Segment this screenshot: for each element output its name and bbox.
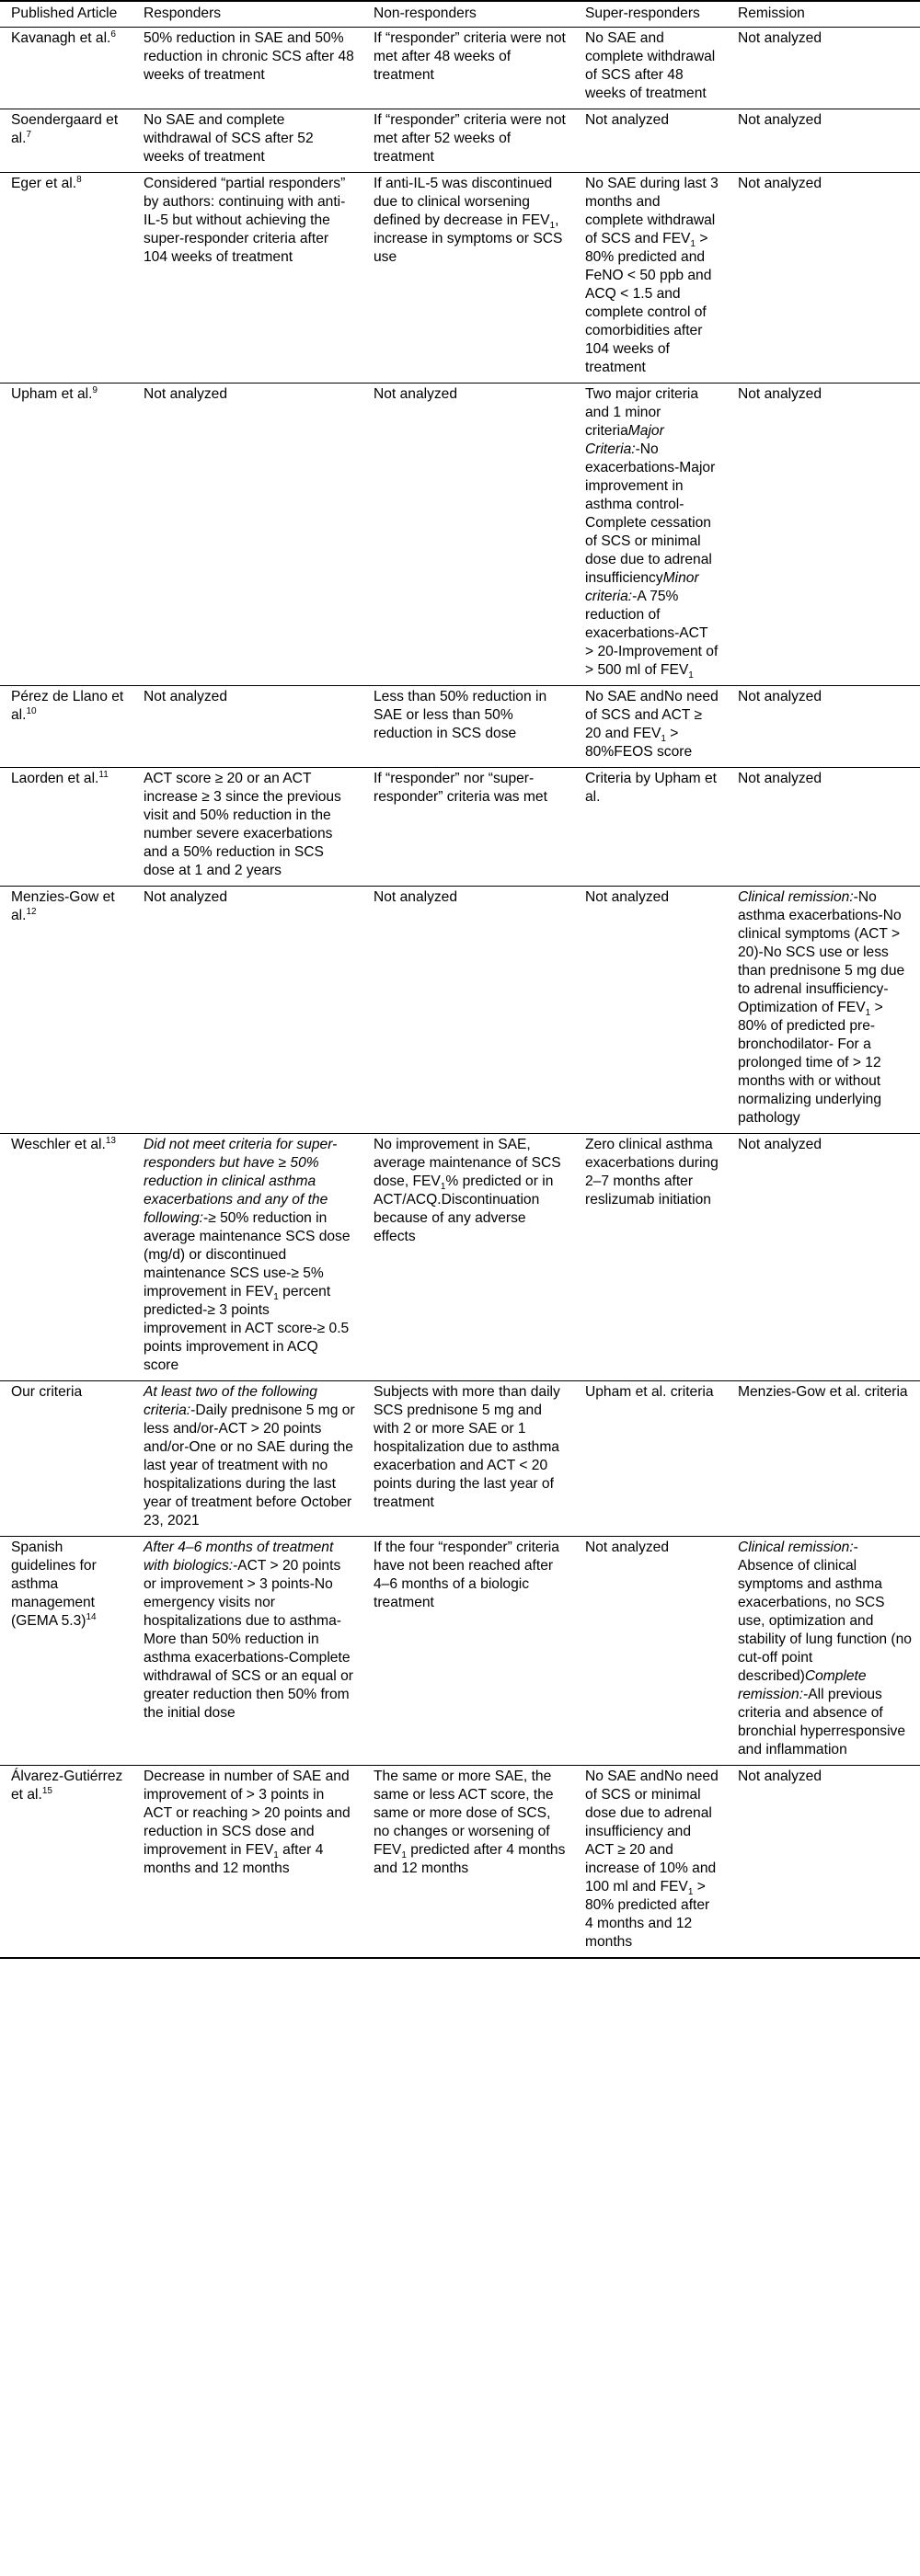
cell-super-responders: No SAE during last 3 months and complete withdrawal of SCS and $FEV_1 > 80\%$ predicted and FeNO < 50 ppb and ACQ < 1.5 and complete control of comorbidities after 104 weeks of treatment [574,173,727,384]
cell-responders: Not analyzed [132,887,362,1134]
cell-non-responders: If “responder” criteria were not met after 48 weeks of treatment [362,28,574,109]
cell-non-responders: Less than 50% reduction in SAE or less than 50% reduction in SCS dose [362,686,574,768]
cell-responders: Did not meet criteria for super-responders but have ≥ 50% reduction in clinical asthma exacerbations and any of the following:-≥ 50% reduction in average maintenance SCS dose (mg/d) or discontinued maintenance SCS use-≥ 5% improvement in $FEV_1$ percent predicted-≥ 3 points improvement in ACT score-≥ 0.5 points improvement in ACQ score [132,1134,362,1381]
cell-remission: Not analyzed [727,1134,920,1381]
cell-remission: Not analyzed [727,768,920,887]
cell-remission: Not analyzed [727,28,920,109]
cell-article: Menzies-Gow et al.$^{12}$ [0,887,132,1134]
cell-article: Our criteria [0,1381,132,1537]
cell-non-responders: Subjects with more than daily SCS prednisone 5 mg and with 2 or more SAE or 1 hospitalization due to asthma exacerbation and ACT < 20 points during the last year of treatment [362,1381,574,1537]
cell-super-responders: Not analyzed [574,887,727,1134]
cell-non-responders: Not analyzed [362,887,574,1134]
cell-responders: At least two of the following criteria:-Daily prednisone 5 mg or less and/or-ACT > 20 points and/or-One or no SAE during the last year of treatment with no hospitalizations during the last year of treatment before October 23, 2021 [132,1381,362,1537]
cell-responders: 50% reduction in SAE and 50% reduction in chronic SCS after 48 weeks of treatment [132,28,362,109]
cell-super-responders: Two major criteria and 1 minor criteriaMajor Criteria:-No exacerbations-Major improvement in asthma control-Complete cessation of SCS or minimal dose due to adrenal insufficiencyMinor criteria:-A 75% reduction of exacerbations-ACT > 20-Improvement of > 500 ml of $FEV_1$ [574,384,727,686]
header-non-responders: Non-responders [362,1,574,28]
table-row [0,1134,920,1381]
cell-non-responders: No improvement in SAE, average maintenance of SCS dose, $FEV_1\%$ predicted or in ACT/ACQ.Discontinuation because of any adverse effects [362,1134,574,1381]
cell-responders: Decrease in number of SAE and improvement of > 3 points in ACT or reaching > 20 points and reduction in SCS dose and improvement in $FEV_1$ after 4 months and 12 months [132,1766,362,1959]
cell-super-responders: Zero clinical asthma exacerbations during 2–7 months after reslizumab initiation [574,1134,727,1381]
cell-remission: Not analyzed [727,173,920,384]
table-row [0,1381,920,1537]
cell-article: Soendergaard et al.$^7$ [0,109,132,173]
cell-responders: Not analyzed [132,384,362,686]
table-row [0,109,920,173]
cell-article: Eger et al.$^8$ [0,173,132,384]
cell-non-responders: If anti-IL-5 was discontinued due to clinical worsening defined by decrease in $FEV_1$, increase in symptoms or SCS use [362,173,574,384]
cell-remission: Clinical remission:-Absence of clinical symptoms and asthma exacerbations, no SCS use, optimization and stability of lung function (no cut-off point described)Complete remission:-All previous criteria and absence of bronchial hyperresponsive and inflammation [727,1537,920,1766]
table-row [0,384,920,686]
table-row [0,1766,920,1959]
cell-remission: Menzies-Gow et al. criteria [727,1381,920,1537]
header-remission: Remission [727,1,920,28]
cell-super-responders: Not analyzed [574,1537,727,1766]
cell-responders: No SAE and complete withdrawal of SCS after 52 weeks of treatment [132,109,362,173]
cell-article: Spanish guidelines for asthma management (GEMA 5.3)$^{14}$ [0,1537,132,1766]
header-row [0,1,920,28]
cell-super-responders: No SAE and complete withdrawal of SCS after 48 weeks of treatment [574,28,727,109]
cell-responders: ACT score ≥ 20 or an ACT increase ≥ 3 since the previous visit and 50% reduction in the number severe exacerbations and a 50% reduction in SCS dose at 1 and 2 years [132,768,362,887]
table-row [0,887,920,1134]
cell-article: Weschler et al.$^{13}$ [0,1134,132,1381]
header-published-article: Published Article [0,1,132,28]
cell-non-responders: The same or more SAE, the same or less ACT score, the same or more dose of SCS, no changes or worsening of $FEV_1$ predicted after 4 months and 12 months [362,1766,574,1959]
cell-responders: Considered “partial responders” by authors: continuing with anti-IL-5 but without achieving the super-responder criteria after 104 weeks of treatment [132,173,362,384]
table-row [0,768,920,887]
cell-article: Pérez de Llano et al.$^{10}$ [0,686,132,768]
cell-remission: Not analyzed [727,1766,920,1959]
cell-non-responders: If “responder” criteria were not met after 52 weeks of treatment [362,109,574,173]
cell-non-responders: If “responder” nor “super-responder” criteria was met [362,768,574,887]
cell-non-responders: If the four “responder” criteria have not been reached after 4–6 months of a biologic treatment [362,1537,574,1766]
cell-responders: Not analyzed [132,686,362,768]
cell-super-responders: Not analyzed [574,109,727,173]
cell-super-responders: No SAE andNo need of SCS and ACT ≥ 20 and $FEV_1$ > 80%FEOS score [574,686,727,768]
table-row [0,1537,920,1766]
cell-remission: Clinical remission:-No asthma exacerbations-No clinical symptoms (ACT > 20)-No SCS use or less than prednisone 5 mg due to adrenal insufficiency-Optimization of $FEV_1 > 80\%$ of predicted pre-bronchodilator- For a prolonged time of > 12 months with or without normalizing underlying pathology [727,887,920,1134]
cell-remission: Not analyzed [727,384,920,686]
cell-remission: Not analyzed [727,109,920,173]
table-row [0,28,920,109]
table-row [0,173,920,384]
cell-remission: Not analyzed [727,686,920,768]
cell-article: Upham et al.$^9$ [0,384,132,686]
cell-article: Álvarez-Gutiérrez et al.$^{15}$ [0,1766,132,1959]
cell-super-responders: No SAE andNo need of SCS or minimal dose due to adrenal insufficiency and ACT ≥ 20 and increase of 10% and 100 ml and $FEV_1 > 80\%$ predicted after 4 months and 12 months [574,1766,727,1959]
cell-responders: After 4–6 months of treatment with biologics:-ACT > 20 points or improvement > 3 points-No emergency visits nor hospitalizations due to asthma-More than 50% reduction in asthma exacerbations-Complete withdrawal of SCS or an equal or greater reduction then 50% from the initial dose [132,1537,362,1766]
cell-super-responders: Criteria by Upham et al. [574,768,727,887]
cell-non-responders: Not analyzed [362,384,574,686]
cell-super-responders: Upham et al. criteria [574,1381,727,1537]
cell-article: Kavanagh et al.$^6$ [0,28,132,109]
cell-article: Laorden et al.$^{11}$ [0,768,132,887]
header-responders: Responders [132,1,362,28]
table-row [0,686,920,768]
header-super-responders: Super-responders [574,1,727,28]
